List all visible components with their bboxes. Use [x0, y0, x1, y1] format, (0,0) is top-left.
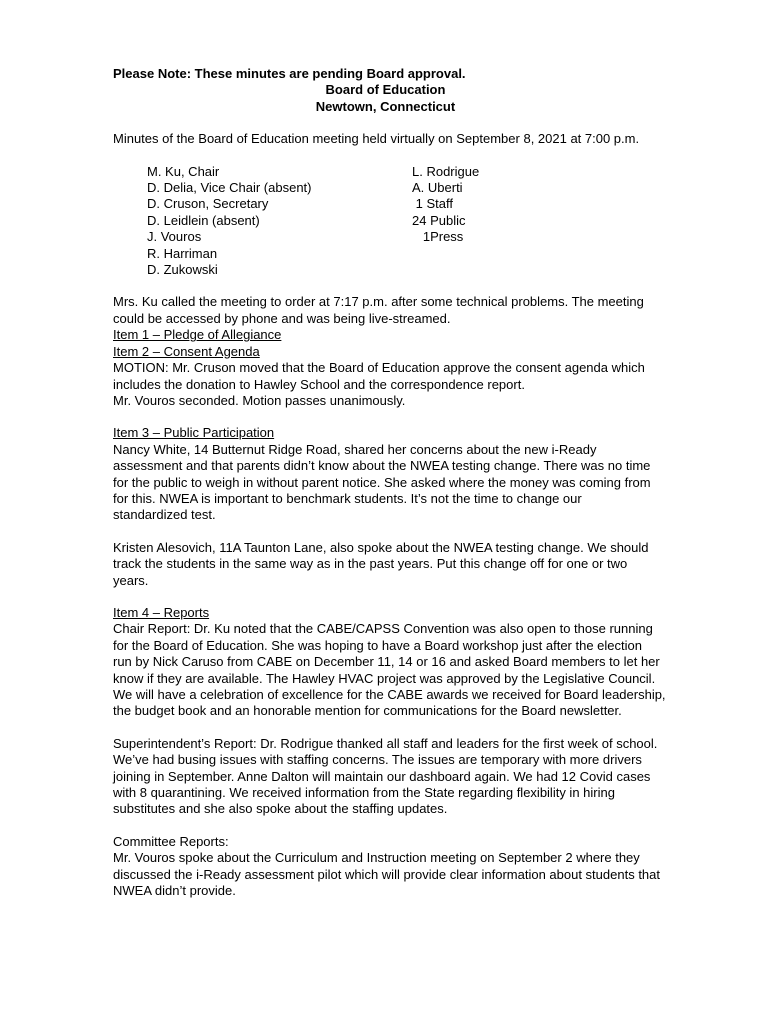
committee-report-line: Mr. Vouros spoke about the Curriculum and Instruction meeting on September 2 where they [113, 850, 640, 866]
item2-heading: Item 2 – Consent Agenda [113, 343, 260, 359]
public-comment-line: track the students in the same way as in the past years. Put this change off for one or two [113, 556, 628, 572]
motion-line: Mr. Vouros seconded. Motion passes unanimously. [113, 392, 406, 408]
motion-line: MOTION: Mr. Cruson moved that the Board of Education approve the consent agenda which [113, 360, 645, 376]
attendee: J. Vouros [147, 229, 202, 245]
superintendent-report-line: Superintendent’s Report: Dr. Rodrigue thanked all staff and leaders for the first week of school. [113, 735, 658, 751]
committee-report-line: NWEA didn’t provide. [113, 883, 236, 899]
superintendent-report-line: We’ve had busing issues with staffing concerns. The issues are temporary with more drivers [113, 752, 642, 768]
attendee: D. Cruson, Secretary [147, 196, 269, 212]
board-title: Board of Education [325, 82, 446, 98]
motion-line: includes the donation to Hawley School and the correspondence report. [113, 376, 525, 392]
public-comment-line: standardized test. [113, 507, 216, 523]
attendance-members [147, 164, 412, 279]
item3-heading: Item 3 – Public Participation [113, 425, 275, 441]
public-comment-line: Kristen Alesovich, 11A Taunton Lane, also spoke about the NWEA testing change. We should [113, 539, 649, 555]
minutes-document [113, 66, 713, 899]
public-comment-line: for the public to weigh in without parent notice. She asked where the money was coming from [113, 474, 651, 490]
attendee: L. Rodrigue [412, 163, 480, 179]
attendee: 24 Public [412, 212, 466, 228]
committee-report-line: discussed the i-Ready assessment pilot which will provide clear information about students that [113, 866, 660, 882]
public-comment-line: Nancy White, 14 Butternut Ridge Road, shared her concerns about the new i-Ready [113, 441, 597, 457]
call-to-order-line: Mrs. Ku called the meeting to order at 7:17 p.m. after some technical problems. The meeting [113, 294, 644, 310]
committee-reports-heading: Committee Reports: [113, 833, 229, 849]
chair-report-line: We will have a celebration of excellence for the CABE awards we received for Board leadership, [113, 687, 666, 702]
public-comment-line: assessment and that parents didn’t know about the NWEA testing change. There was no time [113, 458, 651, 474]
location-title: Newtown, Connecticut [315, 98, 456, 114]
attendee: R. Harriman [147, 245, 218, 261]
chair-report-line: Chair Report: Dr. Ku noted that the CABE/CAPSS Convention was also open to those running [113, 621, 653, 637]
meeting-intro: Minutes of the Board of Education meeting held virtually on September 8, 2021 at 7:00 p.m. [113, 131, 640, 147]
public-comment-line: years. [113, 572, 149, 588]
superintendent-report-line: substitutes and she also spoke about the staffing updates. [113, 801, 448, 817]
attendee: D. Delia, Vice Chair (absent) [147, 180, 312, 196]
superintendent-report-line: with 8 quarantining. We received information from the State regarding flexibility in hiring [113, 785, 615, 801]
pending-approval-note: Please Note: These minutes are pending Board approval. [113, 66, 466, 81]
public-comment-line: for this. NWEA is important to benchmark students. It’s not the time to change our [113, 490, 582, 506]
attendee: D. Leidlein (absent) [147, 212, 260, 228]
chair-report-line: run by Nick Caruso from CABE on December 11, 14 or 16 and asked Board members to let her [113, 654, 660, 670]
chair-report-line: for the Board of Education. She was hoping to have a Board workshop just after the election [113, 637, 642, 653]
attendee: 1 Staff [412, 196, 453, 212]
call-to-order-line: could be accessed by phone and was being live-streamed. [113, 310, 451, 326]
attendee: D. Zukowski [147, 262, 218, 278]
attendee: A. Uberti [412, 180, 463, 196]
attendee: 1Press [412, 229, 464, 245]
superintendent-report-line: joining in September. Anne Dalton will maintain our dashboard again. We had 12 Covid cases [113, 768, 651, 784]
item4-heading: Item 4 – Reports [113, 604, 210, 620]
attendee: M. Ku, Chair [147, 163, 220, 179]
chair-report-line: know if they are available. The Hawley HVAC project was approved by the Legislative Council. [113, 670, 656, 686]
attendance-list [147, 164, 713, 279]
item1-heading: Item 1 – Pledge of Allegiance [113, 327, 282, 343]
chair-report-line: the budget book and an honorable mention for communications for the Board newsletter. [113, 703, 622, 719]
attendance-others [412, 164, 532, 279]
